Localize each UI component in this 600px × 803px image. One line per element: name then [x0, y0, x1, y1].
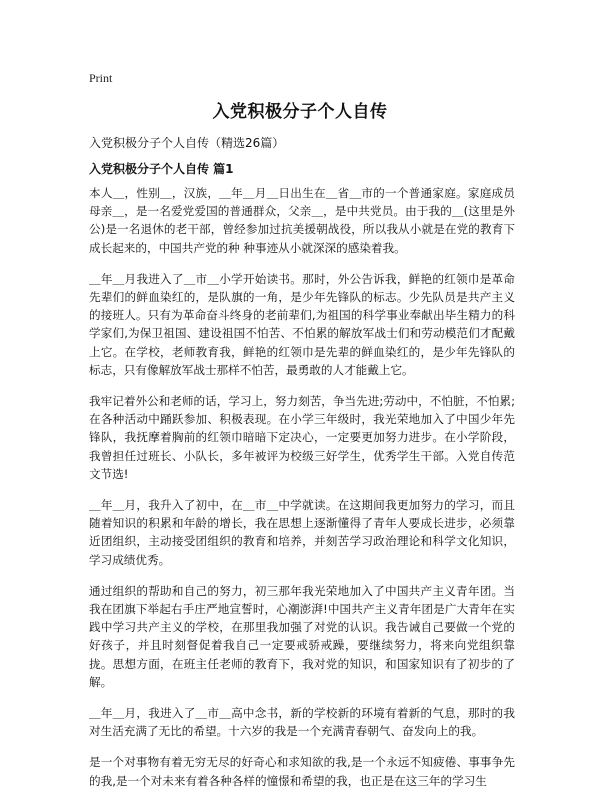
- paragraph: ＿年＿月，我进入了＿市＿高中念书，新的学校新的环境有着新的气息，那时的我对生活充满了无比的希望。十六岁的我是一个充满青春朝气、奋发向上的我。: [89, 706, 515, 739]
- section-heading: 入党积极分子个人自传 篇1: [89, 162, 234, 176]
- paragraph: 通过组织的帮助和自己的努力，初三那年我光荣地加入了中国共产主义青年团。当我在团旗下举起右手庄严地宣誓时，心潮澎湃!中国共产主义青年团是广大青年在实践中学习共产主义的学校，在那里我加强了对党的认识。我告诫自己要做一个党的好孩子，并且时刻督促着我自己一定要戒骄戒躁，要继续努力，将来向党组织靠拢。思想方面，在班主任老师的教育下，我对党的知识，和国家知识有了初步的了解。: [89, 583, 515, 689]
- document-subtitle: 入党积极分子个人自传（精选26篇）: [89, 136, 285, 150]
- document-body: [89, 184, 515, 803]
- paragraph: ＿年＿月，我升入了初中，在＿市＿中学就读。在这期间我更加努力的学习，而且随着知识的积累和年龄的增长，我在思想上逐渐懂得了青年人要成长进步，必须靠近团组织，主动接受团组织的教育和培养，并刻苦学习政治理论和科学文化知识，学习成绩优秀。: [89, 498, 515, 567]
- print-label[interactable]: Print: [89, 71, 113, 85]
- paragraph: 是一个对事物有着无穷无尽的好奇心和求知欲的我,是一个永远不知疲倦、事事争先的我,是一个对未来有着各种各样的憧憬和希望的我，也正是在这三年的学习生: [89, 755, 515, 788]
- paragraph: 我牢记着外公和老师的话，学习上，努力刻苦，争当先进;劳动中，不怕脏，不怕累;在各种活动中踊跃参加、积极表现。在小学三年级时，我光荣地加入了中国少年先锋队，我抚摩着胸前的红领巾暗暗下定决心，一定要更加努力进步。在小学阶段，我曾担任过班长、小队长，多年被评为校级三好学生，优秀学生干部。入党自传范文节选!: [89, 394, 515, 481]
- paragraph: 本人＿，性别＿，汉族，＿年＿月＿日出生在＿省＿市的一个普通家庭。家庭成员母亲＿，是一名爱党爱国的普通群众，父亲＿，是中共党员。由于我的＿(这里是外公)是一名退休的老干部，曾经参加过抗美援朝战役，所以我从小就是在党的教育下成长起来的，中国共产党的种 种事迹从小就深深的感染着我。: [89, 186, 515, 255]
- page-title: 入党积极分子个人自传: [212, 102, 388, 122]
- paragraph: ＿年＿月我进入了＿市＿小学开始读书。那时，外公告诉我，鲜艳的红领巾是革命先辈们的鲜血染红的，是队旗的一角，是少年先锋队的标志。少先队员是共产主义的接班人。只有为革命奋斗终身的老前辈们,为祖国的科学事业奉献出毕生精力的科学家们,为保卫祖国、建设祖国不怕苦、不怕累的解放军战士们和劳动模范们才配戴上它。在学校，老师教育我，鲜艳的红领巾是先辈的鲜血染红的，是少年先锋队的标志，只有像解放军战士那样不怕苦，最勇敢的人才能戴上它。: [89, 271, 515, 377]
